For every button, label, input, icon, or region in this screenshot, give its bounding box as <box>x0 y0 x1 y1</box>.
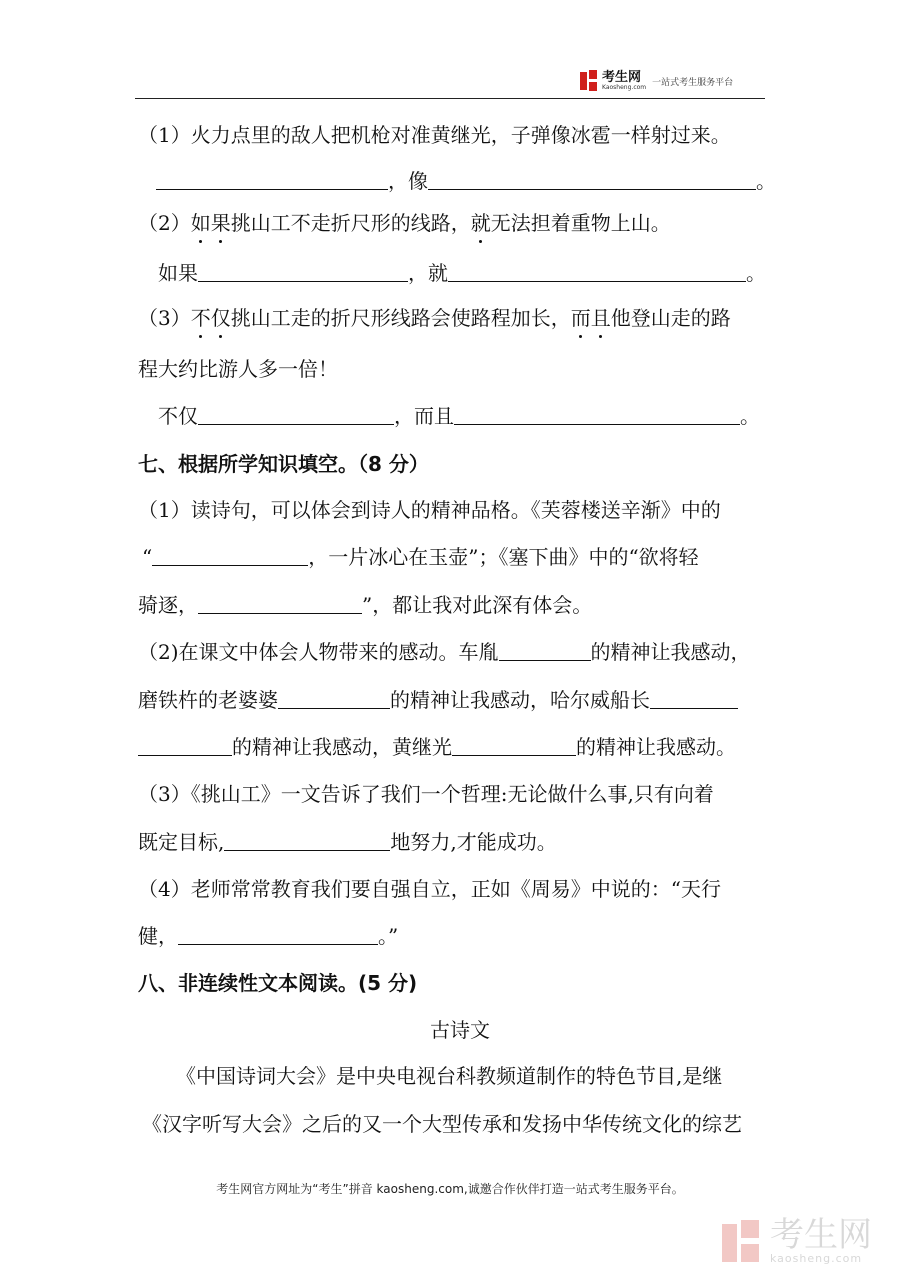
open-quote: “ <box>142 545 153 569</box>
q7-4-line2-start: 健， <box>138 924 178 948</box>
blank[interactable] <box>278 688 390 709</box>
q7-3-line2-start: 既定目标, <box>138 830 225 854</box>
q7-1-line2-text: ，一片冰心在玉壶”；《塞下曲》中的“欲将轻 <box>308 545 699 569</box>
q6-1-fill-end: 。 <box>756 169 776 193</box>
logo-slogan: 一站式考生服务平台 <box>652 77 734 88</box>
emphasis-char: 不 <box>190 306 211 330</box>
blank[interactable] <box>198 261 408 282</box>
q7-2-line1-start: （2)在课文中体会人物带来的感动。车胤 <box>138 640 499 664</box>
blank[interactable] <box>178 924 378 945</box>
emphasis-char: 就 <box>470 211 491 235</box>
q7-1-line1: （1）读诗句，可以体会到诗人的精神品格。《芙蓉楼送辛渐》中的 <box>138 498 721 522</box>
q7-2-line2-mid: 的精神让我感动，哈尔威船长 <box>390 688 650 712</box>
q7-3-line2 <box>138 829 557 855</box>
q7-2-line1 <box>138 639 751 665</box>
q7-4-line2-end: 。” <box>378 924 399 948</box>
logo-wordmark <box>602 71 646 91</box>
q7-1-line3-start: 骑逐， <box>138 593 198 617</box>
blank[interactable] <box>650 688 738 709</box>
logo-icon <box>580 70 598 92</box>
q7-2-line3-end: 的精神让我感动。 <box>576 735 736 759</box>
blank[interactable] <box>454 404 740 425</box>
watermark-domain: kaosheng.com <box>770 1252 863 1265</box>
q6-2-fill-end: 。 <box>746 261 766 285</box>
emphasis-char: 如 <box>190 211 211 235</box>
q7-2-line1-end: 的精神让我感动， <box>590 640 751 664</box>
q6-3-fill-start: 不仅 <box>158 404 198 428</box>
section-7-title: 七、根据所学知识填空。（8 分） <box>138 452 429 476</box>
blank[interactable] <box>156 169 388 190</box>
q7-2-line3 <box>138 734 736 760</box>
q6-3-fill-mid: ，而且 <box>394 404 454 428</box>
q6-1-fill-mid: ，像 <box>388 169 428 193</box>
footer-text: 考生网官方网址为“考生”拼音 kaosheng.com,诚邀合作伙伴打造一站式考生服务平台。 <box>216 1182 684 1196</box>
q7-2-line3-mid: 的精神让我感动，黄继光 <box>232 735 452 759</box>
watermark-name: 考生网 <box>770 1215 872 1255</box>
logo-domain: Kaosheng.com <box>602 84 647 91</box>
blank[interactable] <box>499 640 591 661</box>
emphasis-char: 仅 <box>210 306 231 330</box>
q7-3-line2-end: 地努力,才能成功。 <box>390 830 557 854</box>
emphasis-char: 而 <box>570 306 591 330</box>
q6-2-end: 无法担着重物上山。 <box>490 211 671 235</box>
passage-title: 古诗文 <box>430 1018 490 1042</box>
q6-3-fill-line <box>158 403 760 429</box>
q6-2-fill-line <box>158 260 766 286</box>
q6-1-sentence: （1）火力点里的敌人把机枪对准黄继光，子弹像冰雹一样射过来。 <box>138 123 731 147</box>
passage-line2: 《汉字听写大会》之后的又一个大型传承和发扬中华传统文化的综艺 <box>142 1112 742 1136</box>
blank[interactable] <box>198 404 394 425</box>
q6-3-fill-end: 。 <box>740 404 760 428</box>
q6-3-end: 他登山走的路 <box>610 306 731 330</box>
q7-2-line2-start: 磨铁杵的老婆婆 <box>138 688 278 712</box>
q6-3-sentence <box>138 305 731 331</box>
blank[interactable] <box>428 169 756 190</box>
q6-2-sentence <box>138 210 671 236</box>
q6-2-fill-start: 如果 <box>158 261 198 285</box>
q6-3-number: （3） <box>138 306 191 330</box>
section-8-title: 八、非连续性文本阅读。(5 分) <box>138 971 418 995</box>
passage-line1: 《中国诗词大会》是中央电视台科教频道制作的特色节目,是继 <box>176 1064 723 1088</box>
q7-2-line2 <box>138 687 738 713</box>
watermark-icon <box>722 1220 764 1264</box>
q7-1-line2 <box>142 544 699 570</box>
q7-4-line2 <box>138 923 398 949</box>
q6-3-line2: 程大约比游人多一倍！ <box>138 357 338 381</box>
blank[interactable] <box>224 830 390 851</box>
header-divider <box>135 98 765 99</box>
q6-2-number: （2） <box>138 211 191 235</box>
site-logo <box>580 68 733 94</box>
blank[interactable] <box>448 261 746 282</box>
blank[interactable] <box>198 593 362 614</box>
q6-2-mid: 挑山工不走折尺形的线路， <box>230 211 471 235</box>
q7-3-line1: （3）《挑山工》一文告诉了我们一个哲理:无论做什么事,只有向着 <box>138 782 714 806</box>
q7-4-line1: （4）老师常常教育我们要自强自立，正如《周易》中说的：“天行 <box>138 877 721 901</box>
emphasis-char: 果 <box>210 211 231 235</box>
blank[interactable] <box>138 735 232 756</box>
q6-3-mid: 挑山工走的折尺形线路会使路程加长， <box>230 306 571 330</box>
emphasis-char: 且 <box>590 306 611 330</box>
q7-1-line3-end: ”，都让我对此深有体会。 <box>362 593 593 617</box>
watermark-logo <box>722 1215 872 1265</box>
q7-1-line3 <box>138 592 592 618</box>
blank[interactable] <box>452 735 576 756</box>
q6-1-fill-line <box>156 168 776 194</box>
blank[interactable] <box>152 545 308 566</box>
logo-name: 考生网 <box>602 70 642 85</box>
q6-2-fill-mid: ，就 <box>408 261 448 285</box>
